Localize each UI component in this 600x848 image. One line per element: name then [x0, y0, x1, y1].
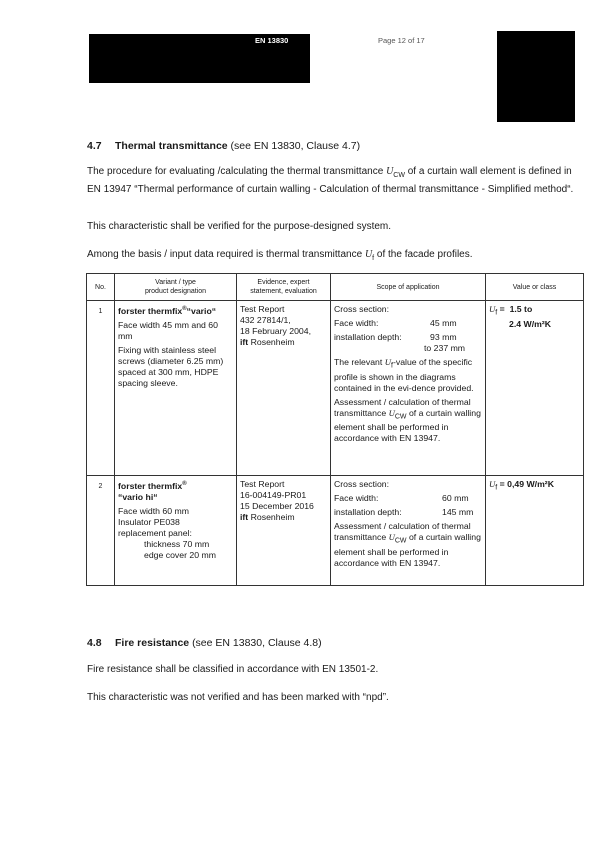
paragraph-npd: This characteristic was not verified and has been marked with “npd”. [87, 692, 389, 703]
paragraph-input-data: Among the basis / input data required is thermal transmittance $U_f$ of the facade profiles. [87, 249, 473, 262]
section-title: Fire resistance [115, 637, 190, 649]
paragraph-verified: This characteristic shall be verified for the purpose-designed system. [87, 221, 392, 232]
row-number: 2 [87, 476, 115, 586]
section-number: 4.7 [87, 140, 102, 152]
face-width: Face width 45 mm and 60 mm [118, 319, 218, 341]
evidence-cell: Test Report 432 27814/1, 18 February 2004, ift Rosenheim [237, 301, 331, 476]
evidence-cell: Test Report 16-004149-PR01 15 December 2016 ift Rosenheim [237, 476, 331, 586]
paragraph-fire-classification: Fire resistance shall be classified in accordance with EN 13501-2. [87, 664, 379, 675]
section-reference: (see EN 13830, Clause 4.8) [192, 637, 322, 649]
row-number: 1 [87, 301, 115, 476]
header-page-number: Page 12 of 17 [378, 36, 425, 45]
product-name: forster thermfix® “vario hi“ [118, 480, 187, 502]
section-4-7-heading [87, 140, 360, 152]
header-variant: Variant / type product designation [115, 274, 237, 301]
header-standard: EN 13830 [255, 36, 289, 45]
value-cell: $U_f = 1.5$ to 2.4 W/m²K [486, 301, 584, 476]
value-cell: $U_f = 0,49$ W/m²K [486, 476, 584, 586]
redacted-block-logo [497, 31, 575, 122]
assessment-note: Assessment / calculation of thermal transmittance $U_{CW}$ of a curtain walling element shall be performed in accordance with EN 13947. [334, 521, 481, 568]
paragraph-procedure: The procedure for evaluating /calculating the thermal transmittance $U_{CW}$ of a curtain wall element is defined in EN 13947 “Thermal performance of curtain walling - Calculation of thermal transmittance - Simplified method“. [87, 166, 574, 195]
assessment-note: Assessment / calculation of thermal transmittance $U_{CW}$ of a curtain walling element shall be performed in accordance with EN 13947. [334, 396, 481, 444]
scope-cell: Cross section: Face width: 60 mm installation depth: 145 mm Assessment / calculation of thermal transmittance $U_{CW}$ of a curtain walling element shall be performed in accordance with EN 13947. [331, 476, 486, 586]
fixing-description: Fixing with stainless steel screws (diameter 6.25 mm) spaced at 300 mm, HDPE spacing sleeve. [118, 344, 224, 388]
header-scope: Scope of application [331, 274, 486, 301]
product-name: forster thermfix®“vario“ [118, 305, 217, 316]
thermal-transmittance-table [86, 273, 584, 586]
table-header-row [87, 274, 584, 301]
section-4-8-heading [87, 637, 322, 649]
section-reference: (see EN 13830, Clause 4.7) [230, 140, 361, 152]
variant-cell: forster thermfix® “vario hi“ Face width 60 mm Insulator PE038 replacement panel: thickness 70 mm edge cover 20 mm [115, 476, 237, 586]
relevant-uf-note: The relevant $U_f$-value of the specific profile is shown in the diagrams contained in the evi-dence provided. [334, 357, 474, 393]
section-title: Thermal transmittance [115, 140, 228, 152]
symbol-u-cw: $U_{CW}$ [386, 166, 405, 179]
table-row [87, 301, 584, 476]
symbol-u-f: $U_f$ [364, 249, 375, 262]
header-evidence: Evidence, expert statement, evaluation [237, 274, 331, 301]
variant-cell [115, 301, 237, 476]
scope-cell: Cross section: Face width: 45 mm installation depth: 93 mm to 237 mm The relevant $U_f$-value of the specific profile is shown in the diagrams contained in the evi-dence provided. Assessment / calculation of thermal transmittance $U_{CW}$ of a curtain walling element shall be performed in accordance with EN 13947. [331, 301, 486, 476]
header-no: No. [87, 274, 115, 301]
header-value: Value or class [486, 274, 584, 301]
table-row [87, 476, 584, 586]
section-number: 4.8 [87, 637, 102, 649]
